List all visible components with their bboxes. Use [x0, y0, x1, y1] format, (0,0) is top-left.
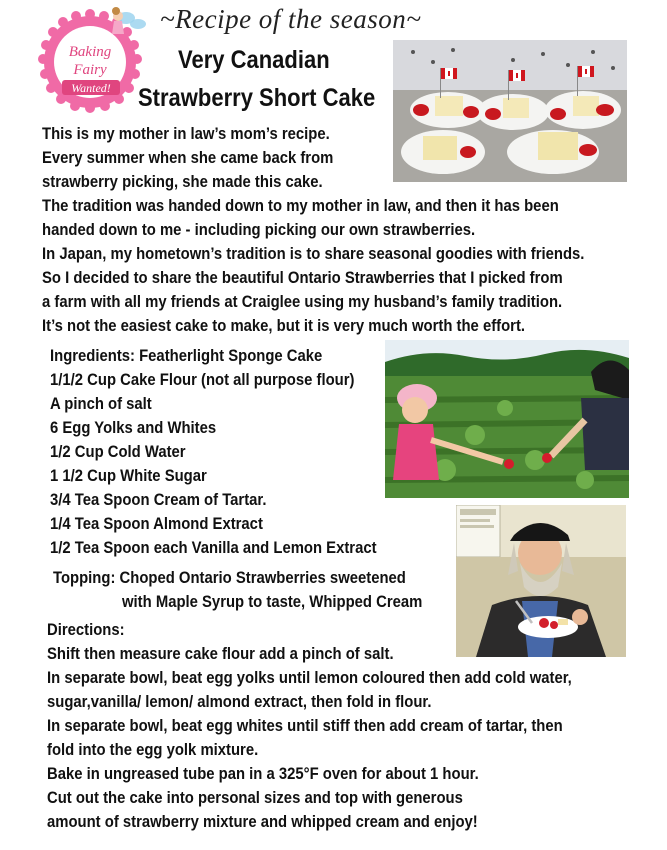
- directions-section: [47, 618, 572, 834]
- direction-line: In separate bowl, beat egg whites until stiff then add cream of tartar, then: [47, 717, 563, 735]
- intro-line: The tradition was handed down to my mother in law, and then it has been: [42, 197, 559, 215]
- logo-text-wanted: Wanted!: [71, 81, 111, 95]
- intro-line: This is my mother in law’s mom’s recipe.: [42, 125, 330, 143]
- topping-line-2: with Maple Syrup to taste, Whipped Cream: [122, 593, 423, 611]
- intro-line: strawberry picking, she made this cake.: [42, 173, 323, 191]
- intro-line: In Japan, my hometown’s tradition is to share seasonal goodies with friends.: [42, 245, 585, 263]
- ingredient-item: 1 1/2 Cup White Sugar: [50, 467, 207, 485]
- ingredient-item: 1/4 Tea Spoon Almond Extract: [50, 515, 263, 533]
- intro-line: So I decided to share the beautiful Ontario Strawberries that I picked from: [42, 269, 563, 287]
- ingredient-item: A pinch of salt: [50, 395, 152, 413]
- ingredient-item: 1/2 Cup Cold Water: [50, 443, 186, 461]
- ingredients-list: [50, 344, 377, 560]
- intro-paragraph-short: [42, 122, 333, 194]
- intro-line: It’s not the easiest cake to make, but it is very much worth the effort.: [42, 317, 526, 335]
- cake-plates-photo: [393, 40, 627, 182]
- logo-text-fairy: Fairy: [73, 62, 107, 78]
- ingredients-heading: Ingredients: Featherlight Sponge Cake: [50, 347, 323, 365]
- baking-fairy-logo: [38, 4, 148, 114]
- direction-line: Shift then measure cake flour add a pinch of salt.: [47, 645, 394, 663]
- intro-paragraph: [42, 194, 584, 338]
- topping-line-1: Topping: Choped Ontario Strawberries sweetened: [53, 569, 406, 587]
- direction-line: fold into the egg yolk mixture.: [47, 741, 259, 759]
- recipe-title-line-1: Very Canadian: [178, 46, 330, 74]
- page-header-title: ~Recipe of the season~: [160, 4, 422, 34]
- directions-heading: Directions:: [47, 621, 125, 639]
- intro-line: a farm with all my friends at Craiglee using my husband’s family tradition.: [42, 293, 563, 311]
- direction-line: Cut out the cake into personal sizes and top with generous: [47, 789, 463, 807]
- direction-line: Bake in ungreased tube pan in a 325°F oven for about 1 hour.: [47, 765, 479, 783]
- strawberry-picking-photo: [385, 340, 629, 498]
- recipe-title-line-2: Strawberry Short Cake: [138, 84, 376, 112]
- ingredient-item: 6 Egg Yolks and Whites: [50, 419, 217, 437]
- direction-line: sugar,vanilla/ lemon/ almond extract, then fold in flour.: [47, 693, 432, 711]
- logo-text-baking: Baking: [68, 44, 112, 60]
- intro-line: Every summer when she came back from: [42, 149, 334, 167]
- direction-line: In separate bowl, beat egg yolks until lemon coloured then add cold water,: [47, 669, 572, 687]
- direction-line: amount of strawberry mixture and whipped cream and enjoy!: [47, 813, 478, 831]
- ingredient-item: 3/4 Tea Spoon Cream of Tartar.: [50, 491, 267, 509]
- ingredient-item: 1/2 Tea Spoon each Vanilla and Lemon Extract: [50, 539, 377, 557]
- intro-line: handed down to me - including picking our own strawberries.: [42, 221, 476, 239]
- ingredient-item: 1/1/2 Cup Cake Flour (not all purpose flour): [50, 371, 355, 389]
